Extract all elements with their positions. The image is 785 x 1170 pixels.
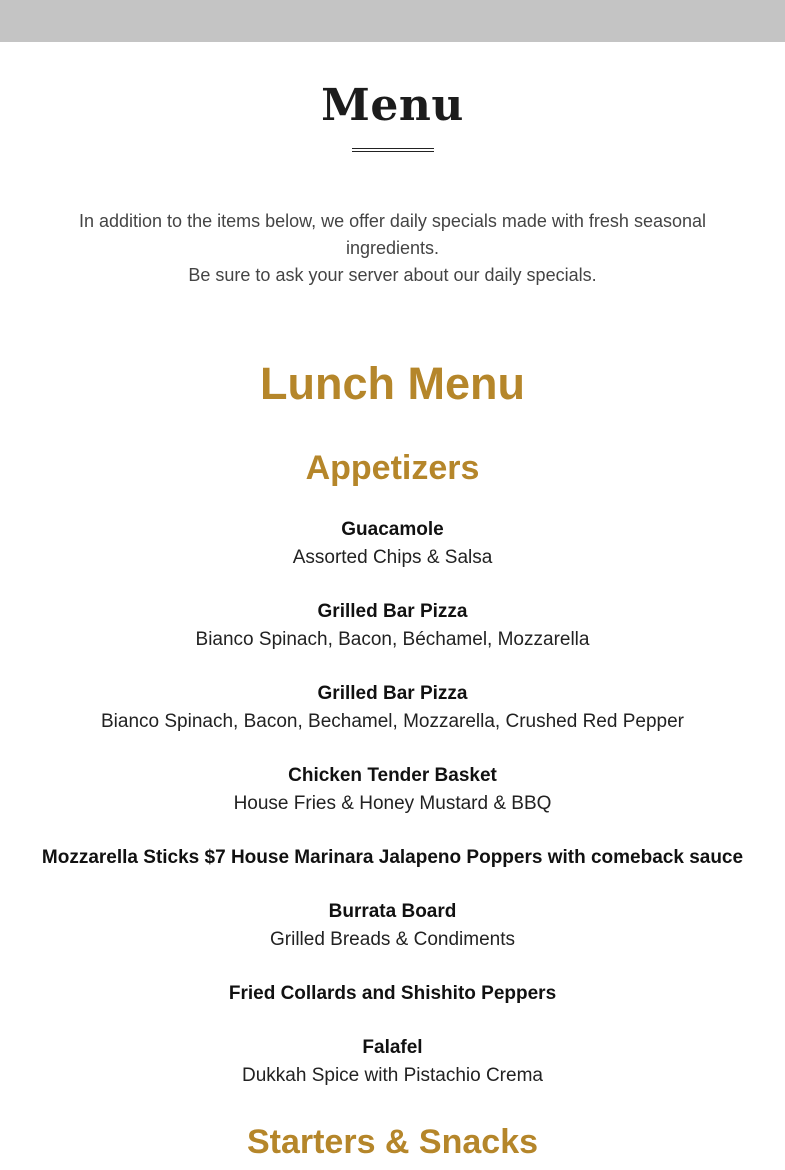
menu-item xyxy=(0,680,785,736)
item-name: Burrata Board xyxy=(328,901,457,922)
item-description: Bianco Spinach, Bacon, Bechamel, Mozzarella, Crushed Red Pepper xyxy=(101,711,684,732)
item-description: Grilled Breads & Condiments xyxy=(270,929,515,950)
menu-item xyxy=(0,762,785,818)
section-heading-appetizers: Appetizers xyxy=(305,449,480,487)
menu-page xyxy=(0,42,785,1164)
lunch-menu-heading: Lunch Menu xyxy=(260,358,525,409)
menu-item xyxy=(0,980,785,1008)
item-name: Grilled Bar Pizza xyxy=(317,601,468,622)
section-heading-starters: Starters & Snacks xyxy=(246,1123,539,1161)
appetizer-list xyxy=(0,516,785,1090)
intro-text xyxy=(63,208,723,289)
item-name: Mozzarella Sticks $7 House Marinara Jalapeno Poppers with comeback sauce xyxy=(41,847,744,868)
intro-line: In addition to the items below, we offer daily specials made with fresh seasonal ingredients. xyxy=(78,211,706,258)
item-description: Dukkah Spice with Pistachio Crema xyxy=(242,1065,543,1086)
menu-item xyxy=(0,844,785,872)
menu-item xyxy=(0,598,785,654)
item-description: Bianco Spinach, Bacon, Béchamel, Mozzarella xyxy=(195,629,590,650)
title-divider xyxy=(352,148,434,152)
item-name: Fried Collards and Shishito Peppers xyxy=(228,983,557,1004)
top-bar xyxy=(0,0,785,42)
item-name: Guacamole xyxy=(341,519,444,540)
page-title: Menu xyxy=(321,80,464,131)
item-name: Grilled Bar Pizza xyxy=(317,683,468,704)
intro-line: Be sure to ask your server about our daily specials. xyxy=(188,265,597,285)
item-name: Chicken Tender Basket xyxy=(288,765,497,786)
menu-item xyxy=(0,1034,785,1090)
menu-item xyxy=(0,898,785,954)
menu-item xyxy=(0,516,785,572)
item-description: House Fries & Honey Mustard & BBQ xyxy=(233,793,552,814)
item-name: Falafel xyxy=(362,1037,423,1058)
item-description: Assorted Chips & Salsa xyxy=(292,547,493,568)
